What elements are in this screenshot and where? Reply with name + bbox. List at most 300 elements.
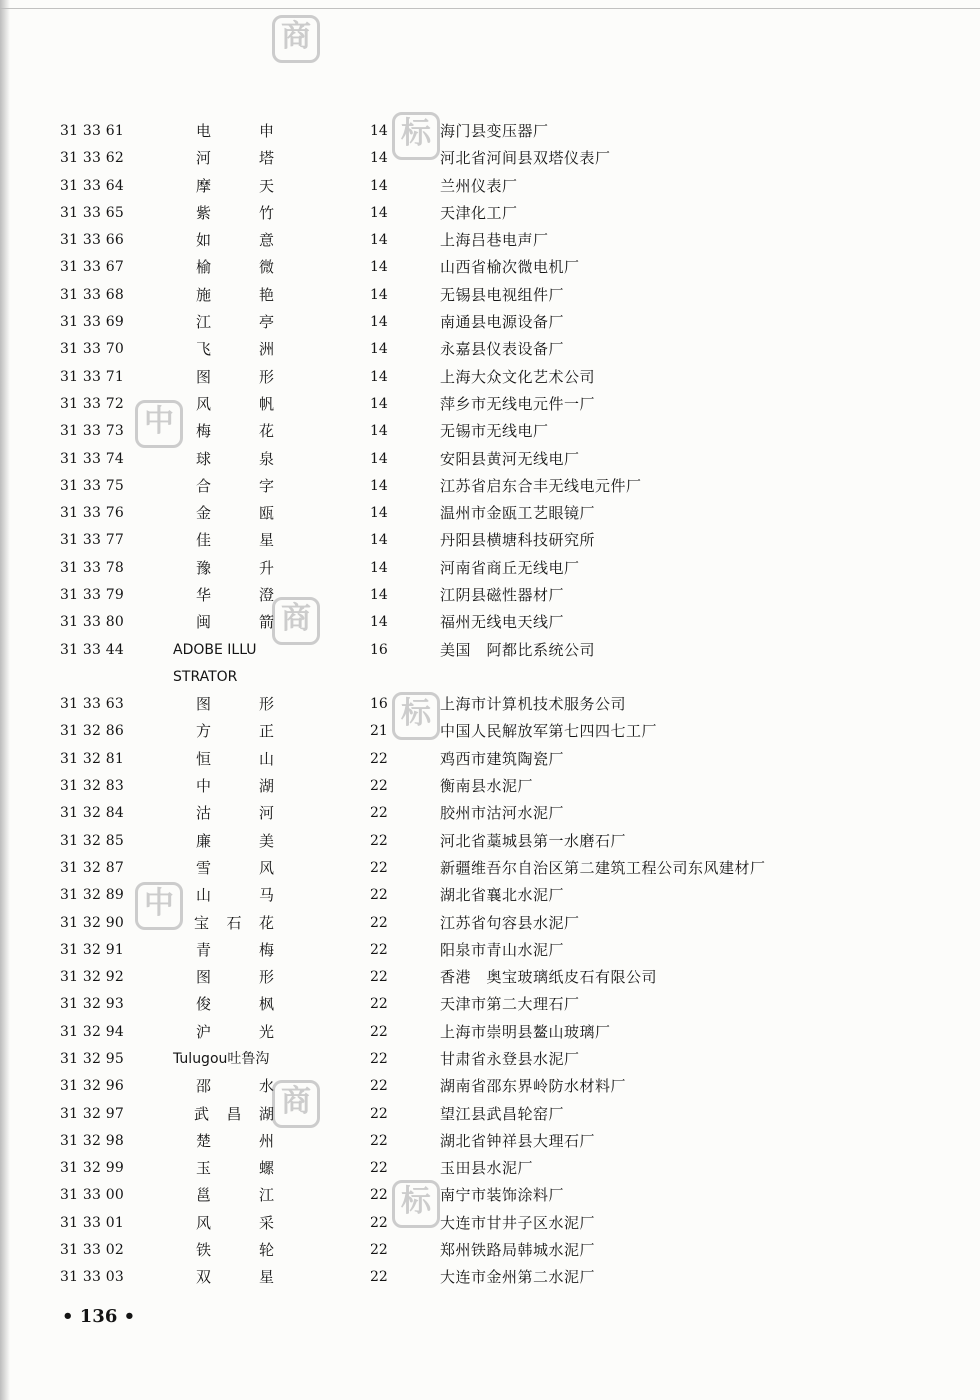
table-row	[0, 882, 980, 909]
registrant: 望江县武昌轮窑厂	[440, 1104, 565, 1123]
table-row	[0, 1210, 980, 1237]
trademark-char: 豫	[196, 558, 212, 577]
registrant: 甘肃省永登县水泥厂	[440, 1050, 580, 1068]
registration-number: 31 33 78	[60, 559, 124, 576]
trademark-name	[170, 473, 298, 500]
table-row	[0, 145, 980, 172]
goods-class: 14	[370, 450, 388, 467]
registrant: 无锡市无线电厂	[440, 422, 549, 441]
registrant: 新疆维吾尔自治区第二建筑工程公司东风建材厂	[440, 858, 766, 877]
registrant: 南通县电源设备厂	[440, 313, 565, 332]
registrant: 福州无线电天线厂	[440, 613, 565, 632]
table-row	[0, 500, 980, 527]
table-row	[0, 200, 980, 227]
table-row	[0, 555, 980, 582]
trademark-char: 雪	[196, 858, 212, 877]
registration-number: 31 32 91	[60, 941, 124, 958]
registration-number: 31 33 80	[60, 614, 124, 631]
registrant: 湖南省邵东界岭防水材料厂	[440, 1077, 627, 1096]
trademark-name	[170, 828, 298, 855]
registration-number: 31 32 96	[60, 1078, 124, 1095]
table-row	[0, 446, 980, 473]
registrant: 大连市甘井子区水泥厂	[440, 1213, 596, 1232]
goods-class: 14	[370, 123, 388, 139]
table-row	[0, 391, 980, 418]
trademark-char: 施	[196, 285, 212, 304]
trademark-char: 形	[258, 367, 274, 386]
trademark-name	[170, 254, 298, 281]
trademark-char: 宝	[194, 913, 210, 932]
trademark-char: 梅	[196, 422, 212, 441]
registrant: 天津化工厂	[440, 203, 518, 222]
registrant: 鸡西市建筑陶瓷厂	[440, 749, 565, 768]
trademark-char: 图	[196, 695, 212, 714]
registrant: 山西省榆次微电机厂	[440, 258, 580, 277]
trademark-name	[170, 855, 298, 882]
registration-number: 31 32 89	[60, 887, 124, 904]
trademark-name	[170, 118, 298, 145]
goods-class: 14	[370, 368, 388, 385]
registration-number: 31 32 85	[60, 832, 124, 849]
trademark-char: 塔	[258, 149, 274, 168]
trademark-char: 星	[258, 1268, 274, 1287]
goods-class: 14	[370, 587, 388, 604]
table-row	[0, 1019, 980, 1046]
goods-class: 22	[370, 941, 388, 958]
registration-number: 31 33 67	[60, 259, 124, 276]
table-row	[0, 254, 980, 281]
trademark-char: 恒	[196, 749, 212, 768]
registration-number: 31 32 87	[60, 859, 124, 876]
trademark-char: 美	[258, 831, 274, 850]
trademark-char: 螺	[258, 1159, 274, 1178]
goods-class: 22	[370, 1105, 388, 1122]
registration-number: 31 33 01	[60, 1214, 124, 1231]
table-row	[0, 527, 980, 554]
trademark-name	[170, 773, 298, 800]
registrant: 温州市金瓯工艺眼镜厂	[440, 504, 596, 523]
trademark-name	[170, 227, 298, 254]
registration-number: 31 33 79	[60, 587, 124, 604]
trademark-char: 金	[196, 504, 212, 523]
trademark-char: 升	[258, 558, 274, 577]
registration-number: 31 33 00	[60, 1187, 124, 1204]
registrant: 衡南县水泥厂	[440, 777, 534, 796]
table-row	[0, 582, 980, 609]
registration-number: 31 33 02	[60, 1242, 124, 1259]
goods-class: 14	[370, 477, 388, 494]
registration-number: 31 33 68	[60, 286, 124, 303]
goods-class: 14	[370, 204, 388, 221]
goods-class: 14	[370, 232, 388, 249]
registrant: 中国人民解放军第七四四七工厂	[440, 722, 658, 741]
registration-number: 31 33 66	[60, 232, 124, 249]
goods-class: 14	[370, 505, 388, 522]
trademark-char: 闽	[196, 613, 212, 632]
goods-class: 22	[370, 1078, 388, 1095]
registrant: 郑州铁路局韩城水泥厂	[440, 1241, 596, 1260]
goods-class: 14	[370, 286, 388, 303]
watermark-stamp-icon: 标	[392, 692, 440, 740]
trademark-char: 轮	[258, 1241, 274, 1260]
trademark-char: 青	[196, 940, 212, 959]
table-row	[0, 637, 980, 692]
table-row	[0, 991, 980, 1018]
goods-class: 22	[370, 805, 388, 822]
goods-class: 22	[370, 1023, 388, 1040]
trademark-char: 石	[226, 913, 242, 932]
trademark-char: 沪	[196, 1022, 212, 1041]
goods-class: 22	[370, 1242, 388, 1259]
registrant: 美国 阿都比系统公司	[440, 640, 596, 659]
registrant: 兰州仪表厂	[440, 176, 518, 195]
registration-number: 31 33 69	[60, 314, 124, 331]
trademark-char: 湖	[258, 1104, 274, 1123]
trademark-char: 花	[258, 913, 274, 932]
trademark-char: 字	[258, 476, 274, 495]
table-row	[0, 828, 980, 855]
registration-number: 31 32 81	[60, 750, 124, 767]
trademark-char: 湖	[258, 777, 274, 796]
trademark-char: 马	[258, 886, 274, 905]
trademark-char: 江	[196, 313, 212, 332]
trademark-char: 昌	[226, 1104, 242, 1123]
trademark-name	[170, 609, 298, 636]
trademark-char: 申	[258, 122, 274, 140]
goods-class: 14	[370, 177, 388, 194]
table-row	[0, 1182, 980, 1209]
trademark-name	[170, 1101, 298, 1128]
trademark-char: 帆	[258, 394, 274, 413]
registration-number: 31 32 92	[60, 969, 124, 986]
trademark-char: 枫	[258, 995, 274, 1014]
trademark-name	[170, 200, 298, 227]
watermark-stamp-icon: 中	[135, 882, 183, 930]
registration-number: 31 33 76	[60, 505, 124, 522]
trademark-char: 瓯	[258, 504, 274, 523]
table-row	[0, 855, 980, 882]
table-row	[0, 609, 980, 636]
trademark-char: 微	[258, 258, 274, 277]
registration-number: 31 32 93	[60, 996, 124, 1013]
trademark-name	[170, 718, 298, 745]
trademark-name	[170, 691, 298, 718]
goods-class: 14	[370, 559, 388, 576]
trademark-name	[170, 1237, 298, 1264]
trademark-char: 天	[258, 176, 274, 195]
trademark-char: 佳	[196, 531, 212, 550]
trademark-char: 河	[258, 804, 274, 823]
trademark-char: 水	[258, 1077, 274, 1096]
goods-class: 14	[370, 395, 388, 412]
trademark-char: 电	[196, 122, 212, 140]
trademark-char: 梅	[258, 940, 274, 959]
watermark-stamp-icon: 商	[272, 1080, 320, 1128]
registrant: 香港 奥宝玻璃纸皮石有限公司	[440, 968, 658, 987]
watermark-stamp-icon: 标	[392, 1180, 440, 1228]
goods-class: 22	[370, 914, 388, 931]
trademark-name	[170, 418, 298, 445]
registrant: 玉田县水泥厂	[440, 1159, 534, 1178]
trademark-char: 州	[258, 1131, 274, 1150]
registration-number: 31 33 03	[60, 1269, 124, 1286]
registrant: 上海大众文化艺术公司	[440, 367, 596, 386]
registrant: 南宁市装饰涂料厂	[440, 1186, 565, 1205]
trademark-char: 方	[196, 722, 212, 741]
watermark-stamp-icon: 标	[392, 112, 440, 160]
trademark-char: 竹	[258, 203, 274, 222]
registrant: 江阴县磁性器材厂	[440, 586, 565, 605]
trademark-char: 山	[258, 749, 274, 768]
registrant: 上海市计算机技术服务公司	[440, 695, 627, 714]
registrant: 河北省河间县双塔仪表厂	[440, 149, 611, 168]
trademark-char: 铁	[196, 1241, 212, 1260]
table-row	[0, 1073, 980, 1100]
trademark-name	[170, 391, 298, 418]
registrant: 上海吕巷电声厂	[440, 231, 549, 250]
table-row	[0, 309, 980, 336]
table-row	[0, 1155, 980, 1182]
table-row	[0, 773, 980, 800]
registrant: 萍乡市无线电元件一厂	[440, 394, 596, 413]
registration-number: 31 33 74	[60, 450, 124, 467]
table-row	[0, 336, 980, 363]
goods-class: 22	[370, 1160, 388, 1177]
trademark-char: 摩	[196, 176, 212, 195]
table-row	[0, 1046, 980, 1073]
registration-number: 31 33 77	[60, 532, 124, 549]
table-row	[0, 718, 980, 745]
goods-class: 14	[370, 341, 388, 358]
goods-class: 14	[370, 150, 388, 167]
registrant: 河南省商丘无线电厂	[440, 558, 580, 577]
table-row	[0, 364, 980, 391]
registration-number: 31 33 44	[60, 641, 124, 658]
trademark-char: 图	[196, 367, 212, 386]
registrant: 阳泉市青山水泥厂	[440, 940, 565, 959]
trademark-char: 武	[194, 1104, 210, 1123]
registration-number: 31 32 90	[60, 914, 124, 931]
trademark-char: 俊	[196, 995, 212, 1014]
trademark-char: 邕	[196, 1186, 212, 1205]
table-row	[0, 1237, 980, 1264]
trademark-list	[0, 118, 980, 1292]
trademark-char: 风	[196, 1213, 212, 1232]
trademark-name	[170, 746, 298, 773]
trademark-char: 形	[258, 695, 274, 714]
registrant: 湖北省钟祥县大理石厂	[440, 1131, 596, 1150]
watermark-stamp-icon: 商	[272, 15, 320, 63]
trademark-char: 榆	[196, 258, 212, 277]
trademark-name	[170, 336, 298, 363]
trademark-char: 形	[258, 968, 274, 987]
registrant: 湖北省襄北水泥厂	[440, 886, 565, 905]
table-row	[0, 746, 980, 773]
trademark-char: 沽	[196, 804, 212, 823]
registrant: 永嘉县仪表设备厂	[440, 340, 565, 359]
trademark-name	[170, 1073, 298, 1100]
registrant: 江苏省句容县水泥厂	[440, 913, 580, 932]
goods-class: 22	[370, 1132, 388, 1149]
trademark-name	[170, 173, 298, 200]
trademark-name	[170, 637, 298, 691]
trademark-char: 花	[258, 422, 274, 441]
goods-class: 22	[370, 969, 388, 986]
goods-class: 22	[370, 832, 388, 849]
trademark-name	[170, 1264, 298, 1291]
trademark-name	[170, 910, 298, 937]
trademark-char: 双	[196, 1268, 212, 1287]
table-row	[0, 1101, 980, 1128]
table-row	[0, 964, 980, 991]
trademark-char: 风	[258, 858, 274, 877]
trademark-char: 星	[258, 531, 274, 550]
table-row	[0, 910, 980, 937]
table-row	[0, 1128, 980, 1155]
goods-class: 22	[370, 1269, 388, 1286]
trademark-name	[170, 145, 298, 172]
trademark-char: 光	[258, 1022, 274, 1041]
registration-number: 31 32 95	[60, 1051, 124, 1067]
trademark-text: Tulugou吐鲁沟	[173, 1051, 270, 1067]
registrant: 江苏省启东合丰无线电元件厂	[440, 476, 642, 495]
trademark-name	[170, 500, 298, 527]
trademark-char: 意	[258, 231, 274, 250]
trademark-name	[170, 991, 298, 1018]
trademark-name	[170, 582, 298, 609]
registration-number: 31 32 83	[60, 778, 124, 795]
trademark-name	[170, 446, 298, 473]
registrant: 大连市金州第二水泥厂	[440, 1268, 596, 1287]
goods-class: 22	[370, 887, 388, 904]
goods-class: 16	[370, 696, 388, 713]
table-row	[0, 418, 980, 445]
trademark-name	[170, 882, 298, 909]
trademark-name	[170, 1128, 298, 1155]
table-row	[0, 800, 980, 827]
registration-number: 31 33 72	[60, 395, 124, 412]
trademark-name	[170, 364, 298, 391]
registration-number: 31 32 97	[60, 1105, 124, 1122]
trademark-name	[170, 1019, 298, 1046]
trademark-char: 邵	[196, 1077, 212, 1096]
watermark-stamp-icon: 商	[272, 597, 320, 645]
registration-number: 31 33 70	[60, 341, 124, 358]
trademark-name	[170, 555, 298, 582]
goods-class: 14	[370, 532, 388, 549]
goods-class: 22	[370, 1187, 388, 1204]
trademark-char: 箭	[258, 613, 274, 632]
table-row	[0, 282, 980, 309]
registration-number: 31 33 63	[60, 696, 124, 713]
trademark-char: 山	[196, 886, 212, 905]
trademark-name	[170, 282, 298, 309]
table-row	[0, 691, 980, 718]
registration-number: 31 33 75	[60, 477, 124, 494]
trademark-char: 球	[196, 449, 212, 468]
registration-number: 31 32 98	[60, 1132, 124, 1149]
page-top-edge	[0, 0, 980, 9]
trademark-name	[170, 964, 298, 991]
trademark-char: 合	[196, 476, 212, 495]
trademark-name	[170, 1046, 298, 1073]
goods-class: 22	[370, 996, 388, 1013]
trademark-name	[170, 937, 298, 964]
trademark-text: ADOBE ILLU STRATOR	[173, 641, 257, 685]
registrant: 河北省藁城县第一水磨石厂	[440, 831, 627, 850]
registrant: 无锡县电视组件厂	[440, 285, 565, 304]
registration-number: 31 33 62	[60, 150, 124, 167]
goods-class: 21	[370, 723, 388, 740]
registration-number: 31 33 71	[60, 368, 124, 385]
goods-class: 22	[370, 1214, 388, 1231]
registration-number: 31 33 64	[60, 177, 124, 194]
watermark-stamp-icon: 中	[135, 400, 183, 448]
table-row	[0, 118, 980, 145]
trademark-char: 如	[196, 231, 212, 250]
registrant: 天津市第二大理石厂	[440, 995, 580, 1014]
trademark-char: 紫	[196, 203, 212, 222]
trademark-char: 泉	[258, 449, 274, 468]
registrant: 上海市崇明县鳌山玻璃厂	[440, 1022, 611, 1041]
table-row	[0, 937, 980, 964]
trademark-char: 正	[258, 722, 274, 741]
registrant: 海门县变压器厂	[440, 122, 549, 140]
goods-class: 22	[370, 859, 388, 876]
trademark-char: 河	[196, 149, 212, 168]
goods-class: 14	[370, 614, 388, 631]
table-row	[0, 227, 980, 254]
goods-class: 14	[370, 423, 388, 440]
trademark-char: 玉	[196, 1159, 212, 1178]
goods-class: 22	[370, 1051, 388, 1067]
trademark-char: 飞	[196, 340, 212, 359]
registration-number: 31 32 86	[60, 723, 124, 740]
registrant: 丹阳县横塘科技研究所	[440, 531, 596, 550]
trademark-name	[170, 1155, 298, 1182]
trademark-char: 风	[196, 394, 212, 413]
trademark-name	[170, 1182, 298, 1209]
trademark-char: 洲	[258, 340, 274, 359]
registration-number: 31 33 65	[60, 204, 124, 221]
goods-class: 22	[370, 750, 388, 767]
registrant: 安阳县黄河无线电厂	[440, 449, 580, 468]
registration-number: 31 32 84	[60, 805, 124, 822]
goods-class: 14	[370, 314, 388, 331]
registrant: 胶州市沽河水泥厂	[440, 804, 565, 823]
trademark-char: 澄	[258, 586, 274, 605]
table-row	[0, 173, 980, 200]
trademark-char: 楚	[196, 1131, 212, 1150]
goods-class: 22	[370, 778, 388, 795]
registration-number: 31 33 73	[60, 423, 124, 440]
page-number: • 136 •	[62, 1306, 136, 1327]
trademark-char: 图	[196, 968, 212, 987]
goods-class: 16	[370, 641, 388, 658]
trademark-name	[170, 800, 298, 827]
registration-number: 31 32 94	[60, 1023, 124, 1040]
registration-number: 31 33 61	[60, 123, 124, 139]
trademark-char: 采	[258, 1213, 274, 1232]
table-row	[0, 1264, 980, 1291]
trademark-name	[170, 1210, 298, 1237]
table-row	[0, 473, 980, 500]
goods-class: 14	[370, 259, 388, 276]
registration-number: 31 32 99	[60, 1160, 124, 1177]
trademark-char: 亭	[258, 313, 274, 332]
trademark-char: 华	[196, 586, 212, 605]
trademark-name	[170, 309, 298, 336]
